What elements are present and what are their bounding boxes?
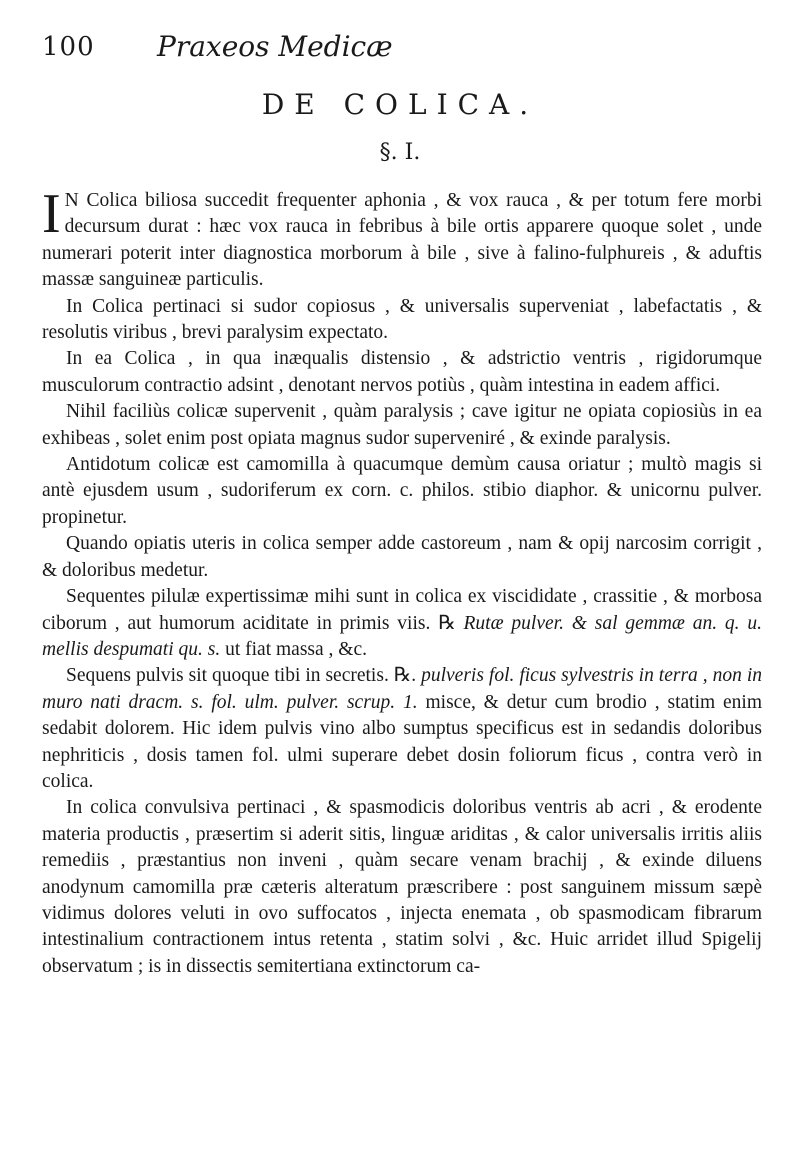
text-segment: Sequens pulvis sit quoque tibi in secretis. ℞. [66,665,422,687]
paragraph-text: N Colica biliosa succedit frequenter aphonia , & vox rauca , & per totum fere morbi decursum durat : hæc vox rauca in febribus à bile ortis apparere quoque solet , unde numerari poterit inter diagnostica morborum à bile , sive à falino-fulphureis , & aduftis massæ sanguineæ particulis. [42,190,762,291]
recipe-text: Rutæ pulver. & sal gemmæ an. q. u. mellis despumati qu. s. [42,612,762,660]
paragraph-6: Quando opiatis uteris in colica semper adde castoreum , nam & opij narcosim corrigit , & doloribus medetur. [42,533,762,581]
paragraph-7 [42,584,762,663]
text-segment: ut fiat massa , &c. [220,638,367,660]
paragraph-5: Antidotum colicæ est camomilla à quacumque demùm causa oriatur ; multò magis si antè ejusdem usum , sudoriferum ex corn. c. philos. stibio diaphor. & unicornu pulver. propinetur. [42,454,762,528]
running-title: Praxeos Medicæ [157,30,393,63]
recipe-text: pulveris fol. ficus sylvestris in terra , non in muro nati dracm. s. fol. ulm. pulver. scrup. 1. [42,665,762,713]
running-head [42,30,760,70]
section-mark: §. I. [379,140,421,165]
page-number: 100 [42,32,95,62]
text-segment: Sequentes pilulæ expertissimæ mihi sunt in colica ex viscididate , crassitie , & morbosa ciborum , aut humorum aciditate in primis viis. [42,586,762,634]
paragraph-8 [42,663,762,795]
drop-cap: I [42,183,61,245]
body-text [42,183,762,980]
paragraph-1 [42,183,762,294]
chapter-title: DE COLICA. [261,88,539,121]
paragraph-4: Nihil faciliùs colicæ supervenit , quàm paralysis ; cave igitur ne opiata copiosiùs in ea exhibeas , solet enim post opiata magnus sudor superveniré , & exinde paralysis. [42,401,762,449]
paragraph-9: In colica convulsiva pertinaci , & spasmodicis doloribus ventris ab acri , & erodente materia productis , præsertim si aderit sitis, linguæ ariditas , & calor universalis irritis aliis remediis , præstantius non inveni , quàm secare venam brachij , & exinde diluens anodynum camomilla præ cæteris alteratum præscribere : post sanguinem missum sæpè vidimus dolores veluti in ovo suffocatos , injecta enemata , ob spasmodicam fibrarum intestinalium contractionem intus retenta , statim solvi , &c. Huic arridet illud Spigelij observatum ; is in dissectis semitertiana extinctorum ca- [42,797,762,977]
paragraph-2: In Colica pertinaci si sudor copiosus , & universalis superveniat , labefactatis , & resolutis viribus , brevi paralysim expectato. [42,295,762,344]
text-segment: misce, & detur cum brodio , statim enim sedabit dolorem. Hic idem pulvis vino albo sumptus specificus est in sedandis doloribus nephriticis , dosis tamen fol. ulmi superare debet dosin foliorum ficus , contra verò in colica. [42,691,762,792]
paragraph-3: In ea Colica , in qua inæqualis distensio , & adstrictio ventris , rigidorumque musculorum contractio adsint , denotant nervos potiùs , quàm intestina in eadem affici. [42,348,762,396]
recipe-symbol: ℞ [438,612,464,634]
